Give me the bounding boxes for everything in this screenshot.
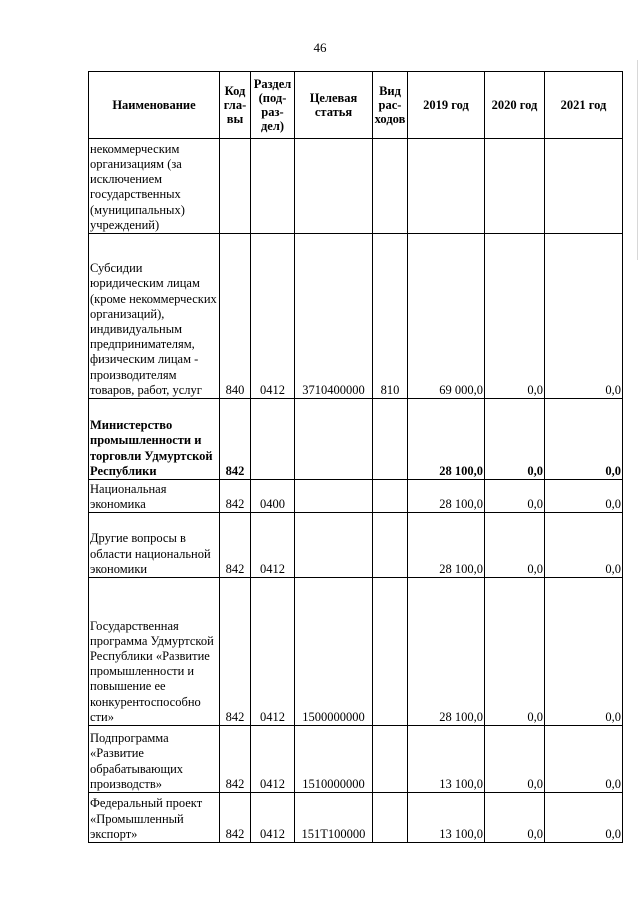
row-section xyxy=(251,399,295,480)
table-row xyxy=(89,513,623,578)
table-header-row xyxy=(89,72,623,139)
row-target xyxy=(295,480,373,513)
row-section: 0412 xyxy=(251,793,295,843)
row-2020: 0,0 xyxy=(485,726,545,793)
header-target: Целевая статья xyxy=(295,72,373,139)
row-name: Субсидии юридическим лицам (кроме некоммерческих организаций), индивидуальным предпринимателям, физическим лицам - производителям товаров, работ, услуг xyxy=(89,234,220,399)
row-target xyxy=(295,513,373,578)
row-target: 1500000000 xyxy=(295,578,373,726)
page-number: 46 xyxy=(313,40,327,55)
row-2019: 13 100,0 xyxy=(408,726,485,793)
row-target: 151T100000 xyxy=(295,793,373,843)
row-2020: 0,0 xyxy=(485,480,545,513)
row-2021: 0,0 xyxy=(545,234,623,399)
row-target xyxy=(295,399,373,480)
row-2019: 28 100,0 xyxy=(408,480,485,513)
row-2020 xyxy=(485,139,545,234)
header-2021: 2021 год xyxy=(545,72,623,139)
row-2020: 0,0 xyxy=(485,513,545,578)
row-section: 0412 xyxy=(251,726,295,793)
row-2020: 0,0 xyxy=(485,578,545,726)
row-chapter: 842 xyxy=(220,480,251,513)
row-section: 0412 xyxy=(251,234,295,399)
header-expense-type: Вид рас-ходов xyxy=(373,72,408,139)
row-section xyxy=(251,139,295,234)
table-row xyxy=(89,726,623,793)
scan-edge-line xyxy=(637,60,638,260)
row-chapter: 842 xyxy=(220,726,251,793)
row-2020: 0,0 xyxy=(485,399,545,480)
row-2020: 0,0 xyxy=(485,234,545,399)
header-2019: 2019 год xyxy=(408,72,485,139)
row-name: Другие вопросы в области национальной экономики xyxy=(89,513,220,578)
row-expense-type xyxy=(373,578,408,726)
table-row xyxy=(89,578,623,726)
row-expense-type xyxy=(373,399,408,480)
row-2021: 0,0 xyxy=(545,578,623,726)
row-chapter: 842 xyxy=(220,399,251,480)
row-2019: 13 100,0 xyxy=(408,793,485,843)
row-2020: 0,0 xyxy=(485,793,545,843)
row-2019 xyxy=(408,139,485,234)
table-row xyxy=(89,793,623,843)
header-name: Наименование xyxy=(89,72,220,139)
row-expense-type xyxy=(373,480,408,513)
budget-table-wrapper xyxy=(88,71,623,843)
row-2019: 28 100,0 xyxy=(408,578,485,726)
row-target: 3710400000 xyxy=(295,234,373,399)
row-expense-type xyxy=(373,793,408,843)
table-row xyxy=(89,399,623,480)
row-target xyxy=(295,139,373,234)
row-chapter: 842 xyxy=(220,578,251,726)
row-2021: 0,0 xyxy=(545,513,623,578)
row-2019: 69 000,0 xyxy=(408,234,485,399)
row-chapter: 842 xyxy=(220,513,251,578)
row-expense-type xyxy=(373,139,408,234)
row-chapter xyxy=(220,139,251,234)
row-expense-type xyxy=(373,513,408,578)
row-2021: 0,0 xyxy=(545,726,623,793)
table-body xyxy=(89,139,623,843)
row-expense-type: 810 xyxy=(373,234,408,399)
row-chapter: 842 xyxy=(220,793,251,843)
row-2019: 28 100,0 xyxy=(408,513,485,578)
row-2021: 0,0 xyxy=(545,480,623,513)
row-2021 xyxy=(545,139,623,234)
row-name: Подпрограмма «Развитие обрабатывающих производств» xyxy=(89,726,220,793)
row-section: 0412 xyxy=(251,578,295,726)
row-name: некоммерческим организациям (за исключением государственных (муниципальных) учреждений) xyxy=(89,139,220,234)
row-section: 0400 xyxy=(251,480,295,513)
budget-table xyxy=(88,71,623,843)
row-2021: 0,0 xyxy=(545,793,623,843)
row-name: Министерство промышленности и торговли Удмуртской Республики xyxy=(89,399,220,480)
row-chapter: 840 xyxy=(220,234,251,399)
row-name: Федеральный проект «Промышленный экспорт» xyxy=(89,793,220,843)
row-2021: 0,0 xyxy=(545,399,623,480)
table-row xyxy=(89,480,623,513)
header-section: Раздел (под-раз-дел) xyxy=(251,72,295,139)
row-target: 1510000000 xyxy=(295,726,373,793)
row-expense-type xyxy=(373,726,408,793)
table-row xyxy=(89,139,623,234)
header-chapter: Код гла-вы xyxy=(220,72,251,139)
row-name: Государственная программа Удмуртской Республики «Развитие промышленности и повышение ее конкурентоспособно сти» xyxy=(89,578,220,726)
row-name: Национальная экономика xyxy=(89,480,220,513)
table-row xyxy=(89,234,623,399)
row-section: 0412 xyxy=(251,513,295,578)
header-2020: 2020 год xyxy=(485,72,545,139)
row-2019: 28 100,0 xyxy=(408,399,485,480)
